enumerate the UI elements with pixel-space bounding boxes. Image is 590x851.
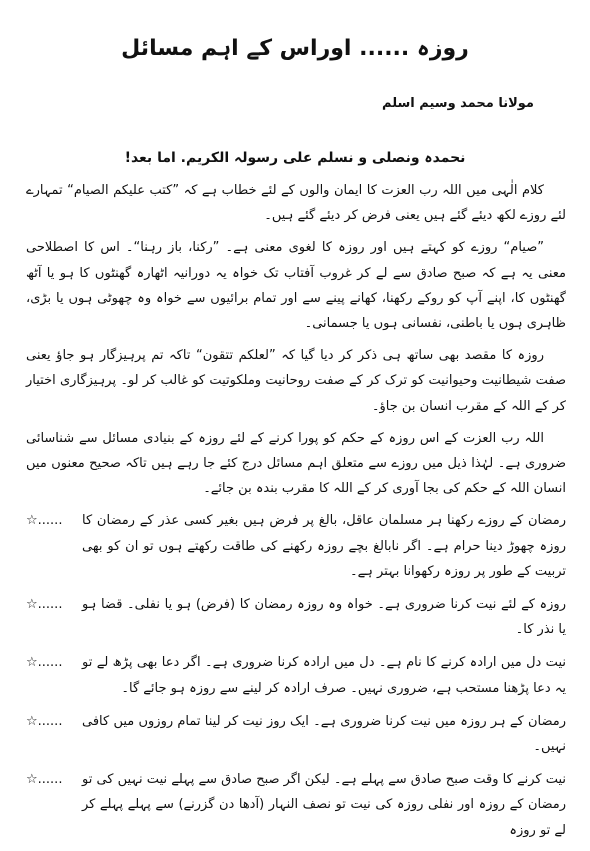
opening-invocation: نحمدہ ونصلی و نسلم علی رسولہ الکریم. اما بعد! xyxy=(124,150,466,166)
paragraph: ”صیام“ روزے کو کہتے ہیں اور روزہ کا لغوی معنی ہے۔ ”رکنا، باز رہنا“۔ اس کا اصطلاحی معنی یہ ہے کہ صبح صادق سے لے کر غروب آفتاب تک خواہ یہ دورانیہ اٹھارہ گھنٹوں کا ہو یا آٹھ گھنٹوں کا، اپنے آپ کو روکے رکھنا، کھانے پینے سے اور تمام برائیوں سے خواہ وہ چھوٹی ہوں یا بڑی، ظاہری ہوں یا باطنی، نفسانی ہوں یا جسمانی۔ xyxy=(26,240,566,332)
list-item xyxy=(26,508,566,584)
list-item-text: نیت دل میں ارادہ کرنے کا نام ہے۔ دل میں ارادہ کرنا ضروری ہے۔ اگر دعا بھی پڑھ لے تو یہ دعا پڑھنا مستحب ہے، ضروری نہیں۔ صرف ارادہ کر لینے سے روزہ ہو جائے گا۔ xyxy=(82,655,566,696)
star-bullet-icon: ☆...... xyxy=(26,597,63,613)
list-item xyxy=(26,650,566,700)
paragraph: کلام الٰہی میں اللہ رب العزت کا ایمان والوں کے لئے خطاب ہے کہ ”کتب علیکم الصیام“ تمہارے لئے روزے لکھ دیئے گئے ہیں یعنی فرض کر دیئے گئے ہیں۔ xyxy=(26,183,566,224)
paragraph: روزہ کا مقصد بھی ساتھ ہی ذکر کر دیا گیا کہ ”لعلکم تتقون“ تاکہ تم پرہیزگار ہو جاؤ یعنی صفت شیطانیت وحیوانیت کو ترک کر کے صفت روحانیت وملکوتیت کو غالب کر لو۔ پرہیزگاری اختیار کر کے اللہ کے مقرب انسان بن جاؤ۔ xyxy=(26,348,566,414)
list-item-text: روزہ کے لئے نیت کرنا ضروری ہے۔ خواہ وہ روزہ رمضان کا (فرض) ہو یا نفلی۔ قضا ہو یا نذر کا۔ xyxy=(82,597,566,638)
list-item xyxy=(26,592,566,642)
star-bullet-icon: ☆...... xyxy=(26,513,63,529)
article-body xyxy=(26,178,566,851)
list-item-text: رمضان کے روزے رکھنا ہر مسلمان عاقل، بالغ پر فرض ہیں بغیر کسی عذر کے رمضان کا روزہ چھوڑ دینا حرام ہے۔ اگر نابالغ بچے روزہ رکھنے کی طاقت رکھتے ہوں تو ان کو بھی تربیت کے طور پر روزہ رکھوانا بہتر ہے۔ xyxy=(82,513,566,579)
list-item-text: رمضان کے ہر روزہ میں نیت کرنا ضروری ہے۔ ایک روز نیت کر لینا تمام روزوں میں کافی نہیں۔ xyxy=(82,713,566,755)
star-bullet-icon: ☆...... xyxy=(26,655,63,671)
star-bullet-icon: ☆...... xyxy=(26,713,63,729)
list-item xyxy=(26,709,566,759)
issues-list xyxy=(26,508,566,842)
star-bullet-icon: ☆...... xyxy=(26,772,63,788)
list-item xyxy=(26,767,566,843)
paragraph: اللہ رب العزت کے اس روزہ کے حکم کو پورا کرنے کے لئے روزہ کے بنیادی مسائل سے شناسائی ضروری ہے۔ لہٰذا ذیل میں روزے سے متعلق اہم مسائل درج کئے جا رہے ہیں تاکہ صحیح معنوں میں انسان اللہ کے حکم کی بجا آوری کر کے اللہ کا مقرب بندہ بن جائے۔ xyxy=(26,430,566,497)
list-item-text: نیت کرنے کا وقت صبح صادق سے پہلے ہے۔ لیکن اگر صبح صادق سے پہلے نیت نہیں کی تو رمضان کے روزہ اور نفلی روزہ کی نیت تو نصف النہار (آدھا دن گزرنے) سے پہلے پہلے کر لے تو روزہ xyxy=(82,772,566,838)
author-name: مولانا محمد وسیم اسلم xyxy=(382,96,534,111)
page-title: روزہ ...... اوراس کے اہم مسائل xyxy=(121,36,469,61)
